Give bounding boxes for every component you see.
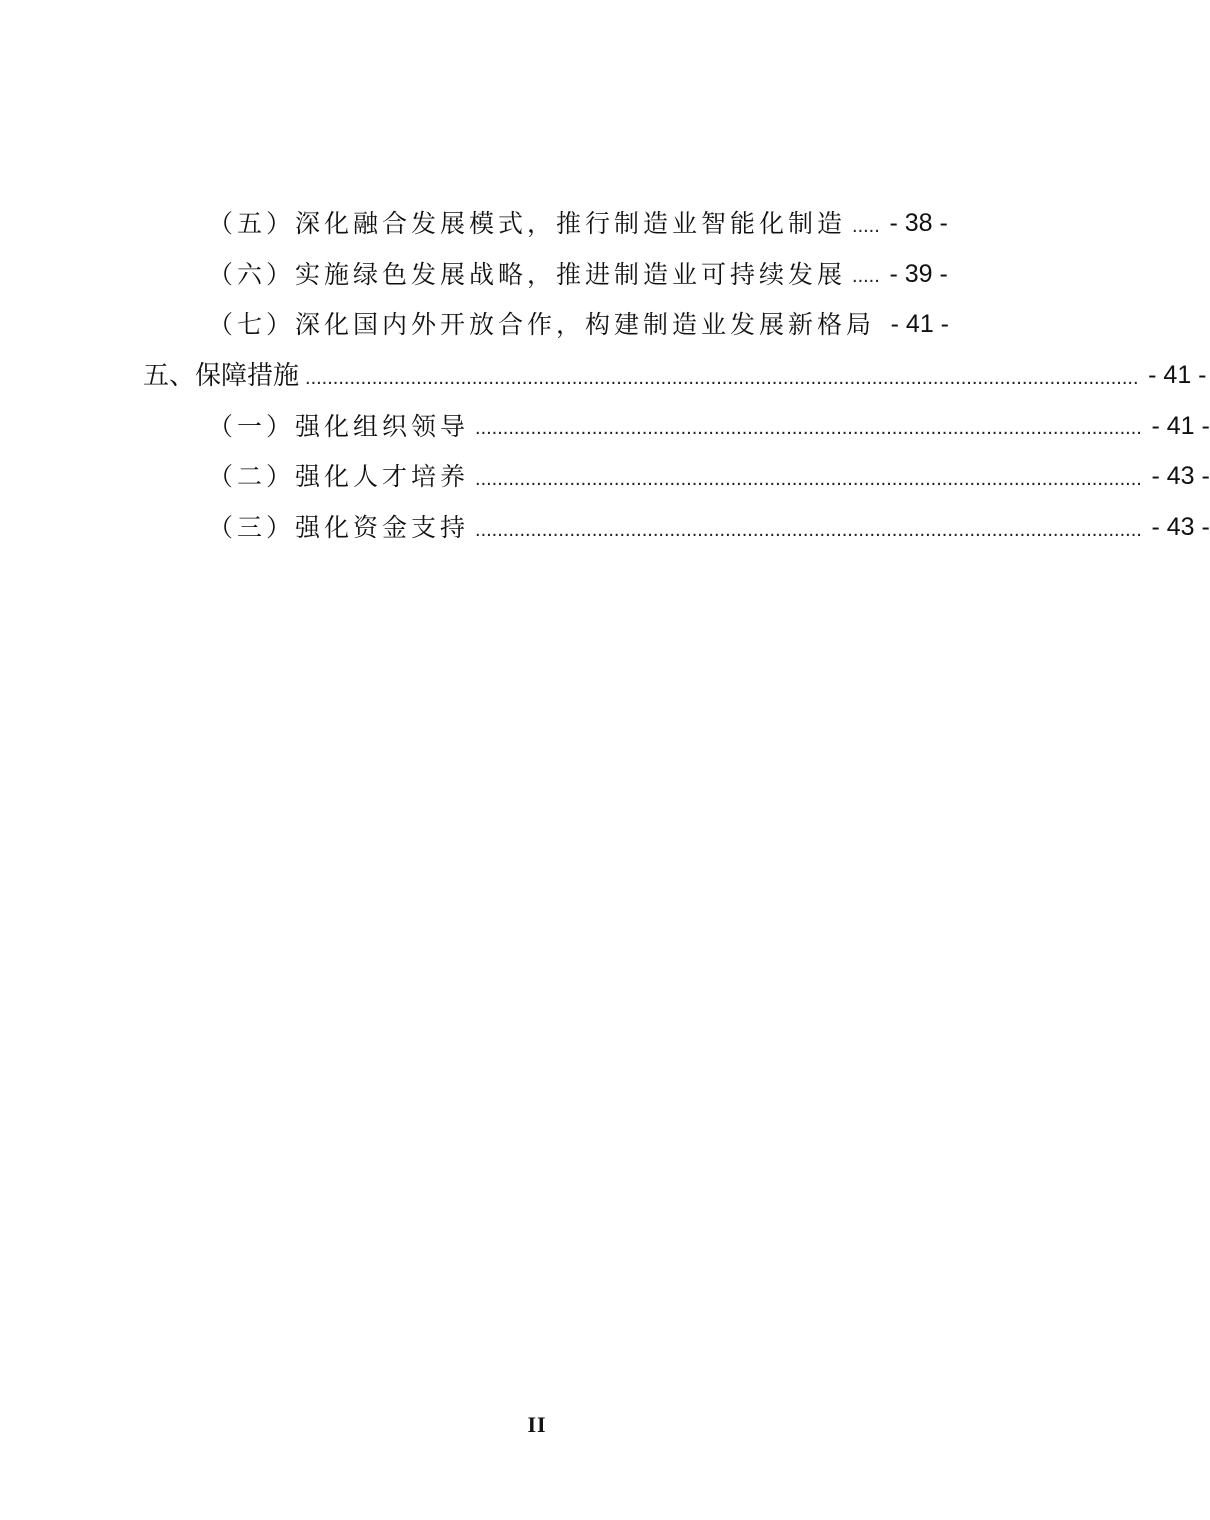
toc-entry-title[interactable]: （七）深化国内外开放合作，构建制造业发展新格局 — [208, 310, 876, 340]
toc-dot-leader: ...................................................................................................................................................... — [305, 366, 1139, 389]
toc-page-number[interactable]: - 38 - — [889, 208, 948, 237]
toc-section-title[interactable]: 五、保障措施 — [143, 360, 300, 391]
toc-dot-leader: ........................................................................................................................ — [475, 518, 1142, 541]
toc-entry-title[interactable]: （二）强化人才培养 — [208, 462, 470, 492]
table-of-contents — [0, 198, 1210, 553]
toc-entry-title[interactable]: （六）实施绿色发展战略，推进制造业可持续发展 — [208, 259, 847, 289]
page-number-footer: II — [527, 1412, 547, 1437]
toc-page-number[interactable]: - 41 - — [1148, 360, 1207, 389]
toc-entry-6[interactable] — [0, 249, 1074, 300]
toc-entry-title[interactable]: （一）强化组织领导 — [208, 411, 470, 441]
toc-entry-5[interactable] — [0, 198, 1074, 249]
toc-entry-1[interactable] — [0, 401, 1210, 452]
toc-entry-title[interactable]: （五）深化融合发展模式，推行制造业智能化制造 — [208, 208, 847, 238]
toc-dot-leader: ........................................................................................................................ — [475, 417, 1142, 440]
toc-entry-2[interactable] — [0, 451, 1210, 502]
toc-dot-leader: ..... — [852, 214, 880, 237]
toc-page-number[interactable]: - 43 - — [1151, 512, 1210, 541]
toc-page-number[interactable]: - 41 - — [1151, 411, 1210, 440]
toc-dot-leader: ..... — [852, 265, 880, 288]
toc-dot-leader: ........................................................................................................................ — [475, 468, 1142, 491]
toc-entry-3[interactable] — [0, 502, 1210, 553]
toc-entry-title[interactable]: （三）强化资金支持 — [208, 512, 470, 542]
toc-section-5-safeguards[interactable] — [0, 350, 1207, 401]
toc-page-number[interactable]: - 41 - — [890, 310, 950, 339]
toc-page-number[interactable]: - 43 - — [1151, 462, 1210, 491]
toc-entry-7[interactable] — [0, 299, 1074, 350]
toc-page-number[interactable]: - 39 - — [889, 259, 948, 288]
